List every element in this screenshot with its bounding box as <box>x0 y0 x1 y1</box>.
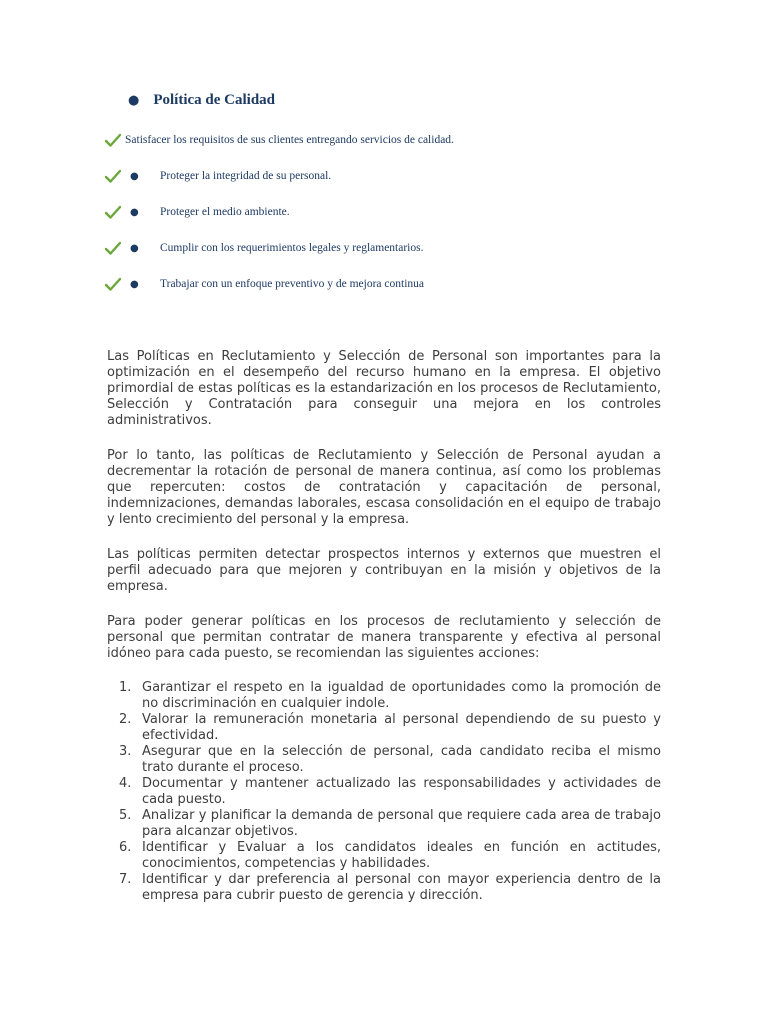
list-item-text: Garantizar el respeto en la igualdad de oportunidades como la promoción de no discriminación en cualquier indole. <box>142 680 661 711</box>
check-item <box>105 205 290 219</box>
check-item-text: Trabajar con un enfoque preventivo y de mejora continua <box>160 278 424 290</box>
list-number: 2. <box>119 712 132 727</box>
list-item <box>107 840 661 872</box>
check-item <box>105 133 454 147</box>
list-item-text: Valorar la remuneración monetaria al personal dependiendo de su puesto y efectividad. <box>142 712 661 743</box>
list-item-text: Identificar y dar preferencia al personal con mayor experiencia dentro de la empresa para cubrir puesto de gerencia y dirección. <box>142 872 661 903</box>
check-item <box>105 169 331 183</box>
checkmark-icon <box>105 205 121 219</box>
page-title: Política de Calidad <box>153 92 276 108</box>
list-number: 5. <box>119 808 132 823</box>
checkmark-icon <box>105 241 121 255</box>
list-number: 1. <box>119 680 132 695</box>
bullet-icon: ● <box>130 170 139 182</box>
list-item-text: Asegurar que en la selección de personal, cada candidato reciba el mismo trato durante el proceso. <box>142 744 661 775</box>
checkmark-icon <box>105 277 121 291</box>
list-number: 6. <box>119 840 132 855</box>
list-item <box>107 680 661 712</box>
paragraph: Para poder generar políticas en los procesos de reclutamiento y selección de personal que permitan contratar de manera transparente y efectiva al personal idóneo para cada puesto, se recomiendan las siguientes acciones: <box>107 614 661 661</box>
check-item-text: Proteger la integridad de su personal. <box>160 170 332 182</box>
check-item <box>105 241 423 255</box>
bullet-icon: ● <box>130 278 139 290</box>
check-item <box>105 277 424 291</box>
list-item <box>107 872 661 904</box>
list-item <box>107 744 661 776</box>
check-item-text: Cumplir con los requerimientos legales y reglamentarios. <box>160 242 424 254</box>
list-number: 3. <box>119 744 132 759</box>
list-number: 7. <box>119 872 132 887</box>
paragraph: Las políticas permiten detectar prospectos internos y externos que muestren el perfil adecuado para que mejoren y contribuyan en la misión y objetivos de la empresa. <box>107 547 661 594</box>
list-item-text: Identificar y Evaluar a los candidatos ideales en función en actitudes, conocimientos, competencias y habilidades. <box>142 840 661 871</box>
list-item-text: Documentar y mantener actualizado las responsabilidades y actividades de cada puesto. <box>142 776 661 807</box>
actions-list <box>107 680 661 904</box>
paragraph: Por lo tanto, las políticas de Reclutamiento y Selección de Personal ayudan a decrementar la rotación de personal de manera continua, así como los problemas que repercuten: costos de contratación y capacitación de personal, indemnizaciones, demandas laborales, escasa consolidación en el equipo de trabajo y lento crecimiento del personal y la empresa. <box>107 448 661 527</box>
paragraph: Las Políticas en Reclutamiento y Selección de Personal son importantes para la optimización en el desempeño del recurso humano en la empresa. El objetivo primordial de estas políticas es la estandarización en los procesos de Reclutamiento, Selección y Contratación para conseguir una mejora en los controles administrativos. <box>107 349 661 428</box>
check-item-text: Proteger el medio ambiente. <box>160 206 290 218</box>
heading-bullet: ● <box>128 93 140 108</box>
list-item <box>107 712 661 744</box>
checkmark-icon <box>105 169 121 183</box>
list-item-text: Analizar y planificar la demanda de personal que requiere cada area de trabajo para alcanzar objetivos. <box>142 808 661 839</box>
check-item-text: Satisfacer los requisitos de sus clientes entregando servicios de calidad. <box>125 134 454 146</box>
list-item <box>107 808 661 840</box>
list-item <box>107 776 661 808</box>
bullet-icon: ● <box>130 242 139 254</box>
section-heading <box>128 92 275 109</box>
checkmark-icon <box>105 133 121 147</box>
list-number: 4. <box>119 776 132 791</box>
bullet-icon: ● <box>130 206 139 218</box>
